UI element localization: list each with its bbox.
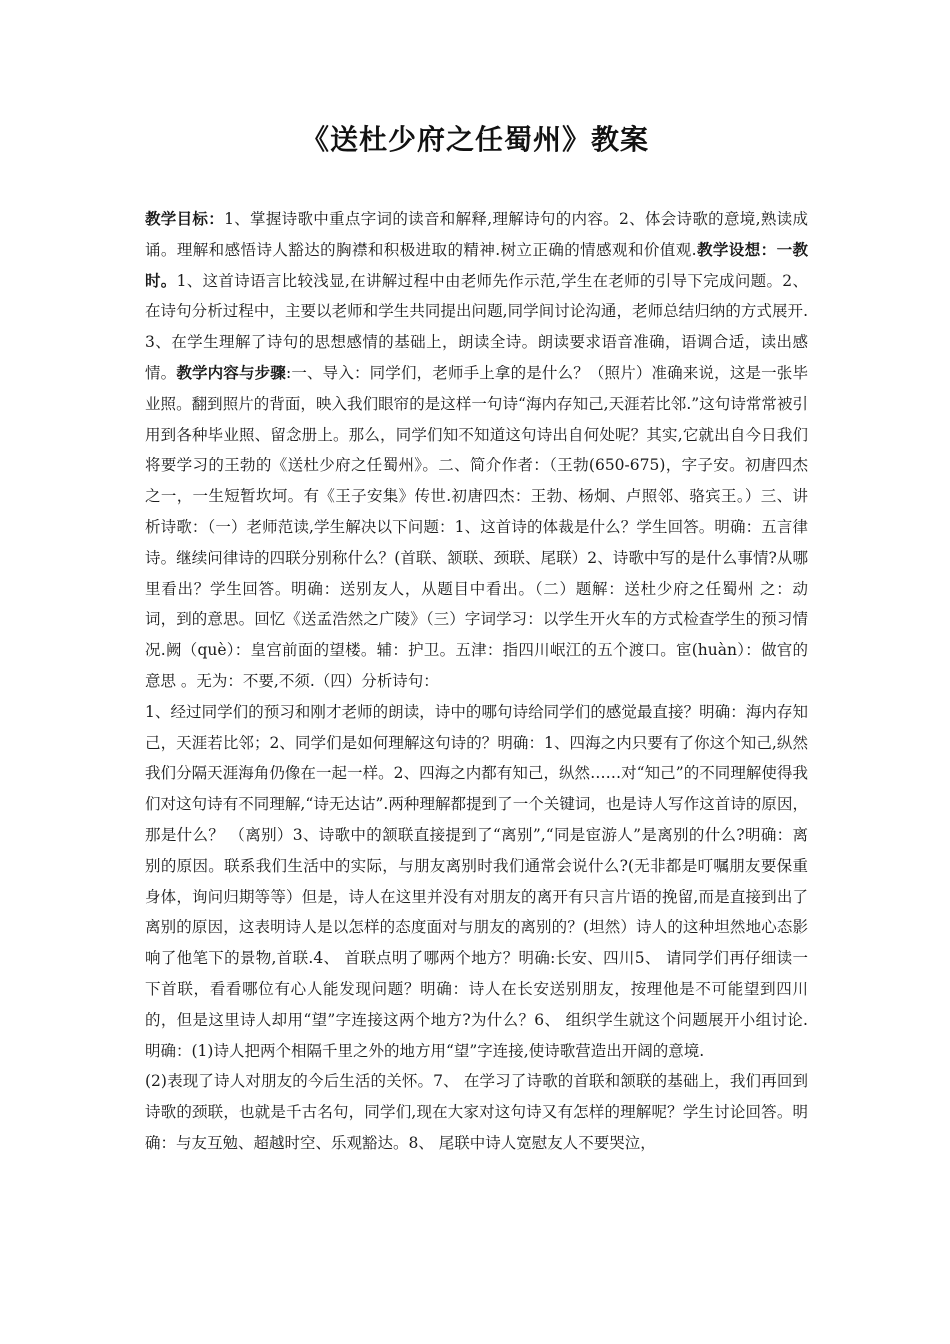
paragraph-analysis-continued: (2)表现了诗人对朋友的今后生活的关怀。7、 在学习了诗歌的首联和颔联的基础上，我们再回到诗歌的颈联，也就是千古名句，同学们,现在大家对这句诗又有怎样的理解呢？学生讨论回答。明确：与友互勉、超越时空、乐观豁达。8、 尾联中诗人宽慰友人不要哭泣，	[145, 1072, 808, 1152]
objectives-label: 教学目标：	[145, 209, 225, 228]
steps-label: 教学内容与步骤	[176, 362, 286, 382]
steps-text: :一、导入：同学们，老师手上拿的是什么？（照片）准确来说，这是一张毕业照。翻到照片的背面，映入我们眼帘的是这样一句诗“海内存知己,天涯若比邻.”这句诗常常被引用到各种毕业照、留念册上。那么，同学们知不知道这句诗出自何处呢？其实,它就出自今日我们将要学习的王勃的《送杜少府之任蜀州》。二、简介作者：（王勃(650-675)，字子安。初唐四杰之一，一生短暂坎坷。有《王子安集》传世.初唐四杰：王勃、杨炯、卢照邻、骆宾王。）三、讲析诗歌：（一）老师范读,学生解决以下问题：1、这首诗的体裁是什么？学生回答。明确：五言律诗。继续问律诗的四联分别称什么？(首联、颔联、颈联、尾联）2、诗歌中写的是什么事情?从哪里看出？学生回答。明确：送别友人，从题目中看出。（二）题解：送杜少府之任蜀州 之：动词，到的意思。回忆《送孟浩然之广陵》（三）字词学习：以学生开火车的方式检查学生的预习情况.阙（què）：皇宫前面的望楼。辅：护卫。五津：指四川岷江的五个渡口。宦(huàn）：做官的意思 。无为：不要,不须.（四）分析诗句：	[145, 363, 808, 690]
document-title: 《送杜少府之任蜀州》教案	[300, 123, 649, 156]
paragraph-objectives	[145, 204, 808, 697]
objectives-text: 1、掌握诗歌中重点字词的读音和解释,理解诗句的内容。2、体会诗歌的意境,熟读成诵。理解和感悟诗人豁达的胸襟和积极进取的精神.树立正确的情感观和价值观.	[145, 210, 808, 259]
design-label: 教学设想：一教时。	[145, 239, 808, 290]
design-text: 1、这首诗语言比较浅显,在讲解过程中由老师先作示范,学生在老师的引导下完成问题。2、在诗句分析过程中，主要以老师和学生共同提出问题,同学间讨论沟通，老师总结归纳的方式展开.3、在学生理解了诗句的思想感情的基础上，朗读全诗。朗读要求语音准确，语调合适，读出感情。	[145, 271, 808, 382]
document-body	[145, 204, 808, 1159]
paragraph-analysis: 1、经过同学们的预习和刚才老师的朗读，诗中的哪句诗给同学们的感觉最直接？明确：海内存知己，天涯若比邻；2、同学们是如何理解这句诗的？明确：1、四海之内只要有了你这个知己,纵然我们分隔天涯海角仍像在一起一样。2、四海之内都有知己，纵然……对“知己”的不同理解使得我们对这句诗有不同理解,“诗无达诂”.两种理解都提到了一个关键词，也是诗人写作这首诗的原因，那是什么？ （离别）3、诗歌中的颔联直接提到了“离别”,“同是宦游人”是离别的什么?明确：离别的原因。联系我们生活中的实际，与朋友离别时我们通常会说什么?(无非都是叮嘱朋友要保重身体，询问归期等等）但是，诗人在这里并没有对朋友的离开有只言片语的挽留,而是直接到出了离别的原因，这表明诗人是以怎样的态度面对与朋友的离别的？(坦然）诗人的这种坦然地心态影响了他笔下的景物,首联.4、 首联点明了哪两个地方？明确:长安、四川5、 请同学们再仔细读一下首联，看看哪位有心人能发现问题？明确：诗人在长安送别朋友，按理他是不可能望到四川的，但是这里诗人却用“望”字连接这两个地方?为什么？6、 组织学生就这个问题展开小组讨论.明确：(1)诗人把两个相隔千里之外的地方用“望”字连接,使诗歌营造出开阔的意境.	[145, 702, 809, 1060]
